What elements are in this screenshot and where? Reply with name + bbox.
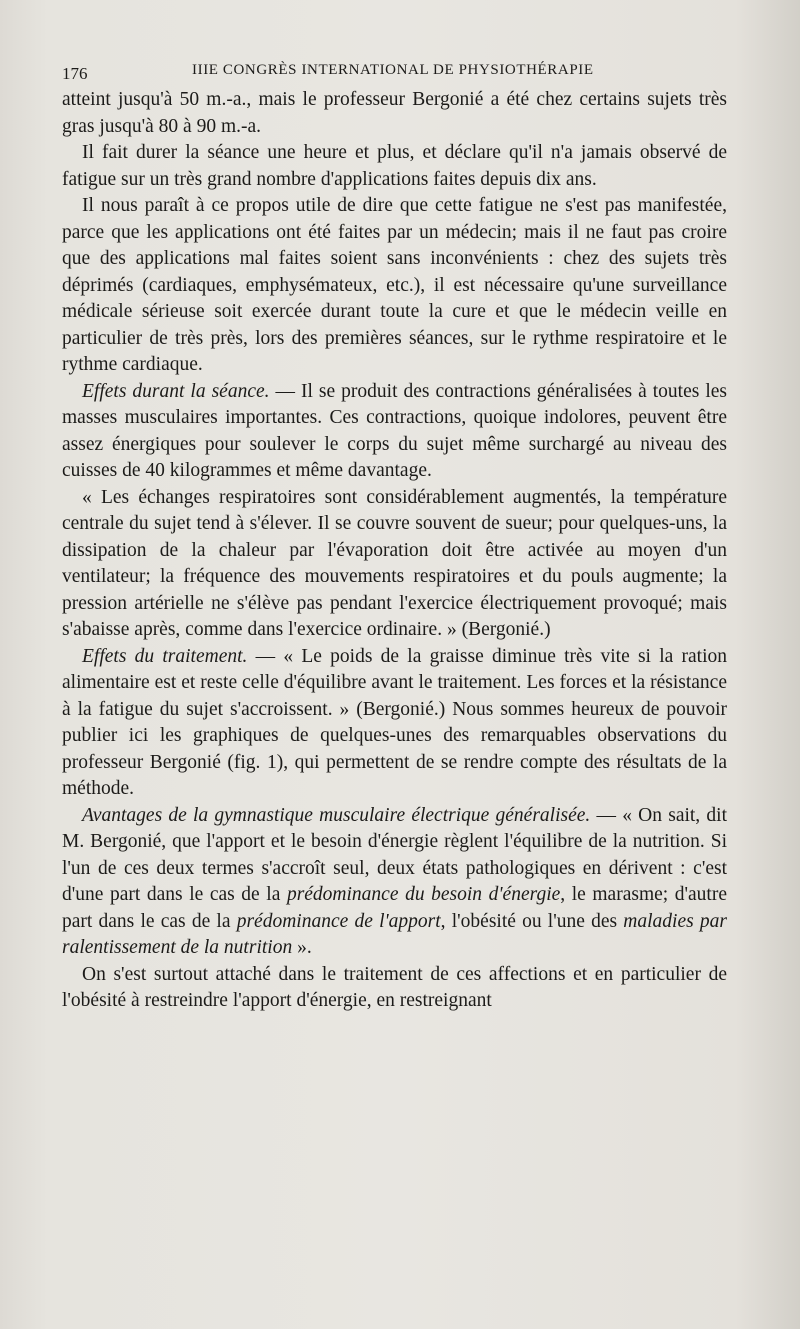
paragraph-text: — Il se produit des contractions généralisées à toutes les masses musculaires importantes. Ces contractions, quoique indolores, peuvent être assez énergiques pour soulever le corps du sujet même surchargé au niveau des cuisses de 40 kilogrammes et même davantage. xyxy=(62,380,727,481)
paragraph: « Les échanges respiratoires sont considérablement augmentés, la température centrale du sujet tend à s'élever. Il se couvre souvent de sueur; pour quelques-uns, la dissipation de la chaleur par l'évaporation doit être activée au moyen d'un ventilateur; la fréquence des mouvements respiratoires et du pouls augmente; la pression artérielle ne s'élève pas pendant l'exercice électriquement provoqué; mais s'abaisse après, comme dans l'exercice ordinaire. » (Bergonié.) xyxy=(62,486,727,640)
paragraph-text: — « Le poids de la graisse diminue très vite si la ration alimentaire est et reste celle d'équilibre avant le traitement. Les forces et la résistance à la fatigue du sujet s'accroissent. » (Bergonié.) Nous sommes heureux de pouvoir publier ici les graphiques de quelques-unes des remarquables observations du professeur Bergonié (fig. 1), qui permettent de se rendre compte des résultats de la méthode. xyxy=(62,645,727,799)
paragraph: atteint jusqu'à 50 m.-a., mais le professeur Bergonié a été chez certains sujets très gras jusqu'à 80 à 90 m.-a. xyxy=(62,89,727,137)
running-header xyxy=(62,56,734,86)
emphasis: prédominance de l'apport xyxy=(236,910,441,932)
paragraph xyxy=(62,803,727,962)
paragraph: On s'est surtout attaché dans le traitement de ces affections et en particulier de l'obésité à restreindre l'apport d'énergie, en restreignant xyxy=(62,963,727,1011)
emphasis: maladies par ralentissement de la nutrition xyxy=(62,910,727,958)
paragraph: Il nous paraît à ce propos utile de dire que cette fatigue ne s'est pas manifestée, parce que les applications ont été faites par un médecin; mais il ne faut pas croire que des applications mal faites soient sans inconvénients : chez des sujets très déprimés (cardiaques, emphysémateux, etc.), il est nécessaire qu'une surveillance médicale sérieuse soit exercée durant toute la cure et que le médecin veille en particulier de très près, lors des premières séances, sur le rythme respiratoire et le rythme cardiaque. xyxy=(62,195,727,375)
paragraph xyxy=(62,644,727,803)
page-number: 176 xyxy=(62,64,88,83)
paragraph-text: , le marasme; d'autre part dans le cas de la xyxy=(62,884,727,932)
paragraph-text: , l'obésité ou l'une des xyxy=(440,910,624,932)
section-heading: Effets du traitement. xyxy=(82,645,248,667)
paragraph: Il fait durer la séance une heure et plus, et déclare qu'il n'a jamais observé de fatigue sur un très grand nombre d'applications faites depuis dix ans. xyxy=(62,142,727,190)
section-heading: Effets durant la séance. xyxy=(82,380,270,402)
running-title: IIIE CONGRÈS INTERNATIONAL DE PHYSIOTHÉRAPIE xyxy=(192,62,594,78)
emphasis: prédominance du besoin d'énergie xyxy=(286,884,561,905)
paragraph xyxy=(62,379,727,485)
body-text xyxy=(62,87,727,1015)
paragraph-text: ». xyxy=(292,937,312,958)
section-heading: Avantages de la gymnastique musculaire électrique généralisée. xyxy=(82,804,591,826)
paragraph-text: — « On sait, dit M. Bergonié, que l'apport et le besoin d'énergie règlent l'équilibre de la nutrition. Si l'un de ces deux termes s'accroît seul, deux états pathologiques en dérivent : c'est d'une part dans le cas de la xyxy=(62,804,727,905)
